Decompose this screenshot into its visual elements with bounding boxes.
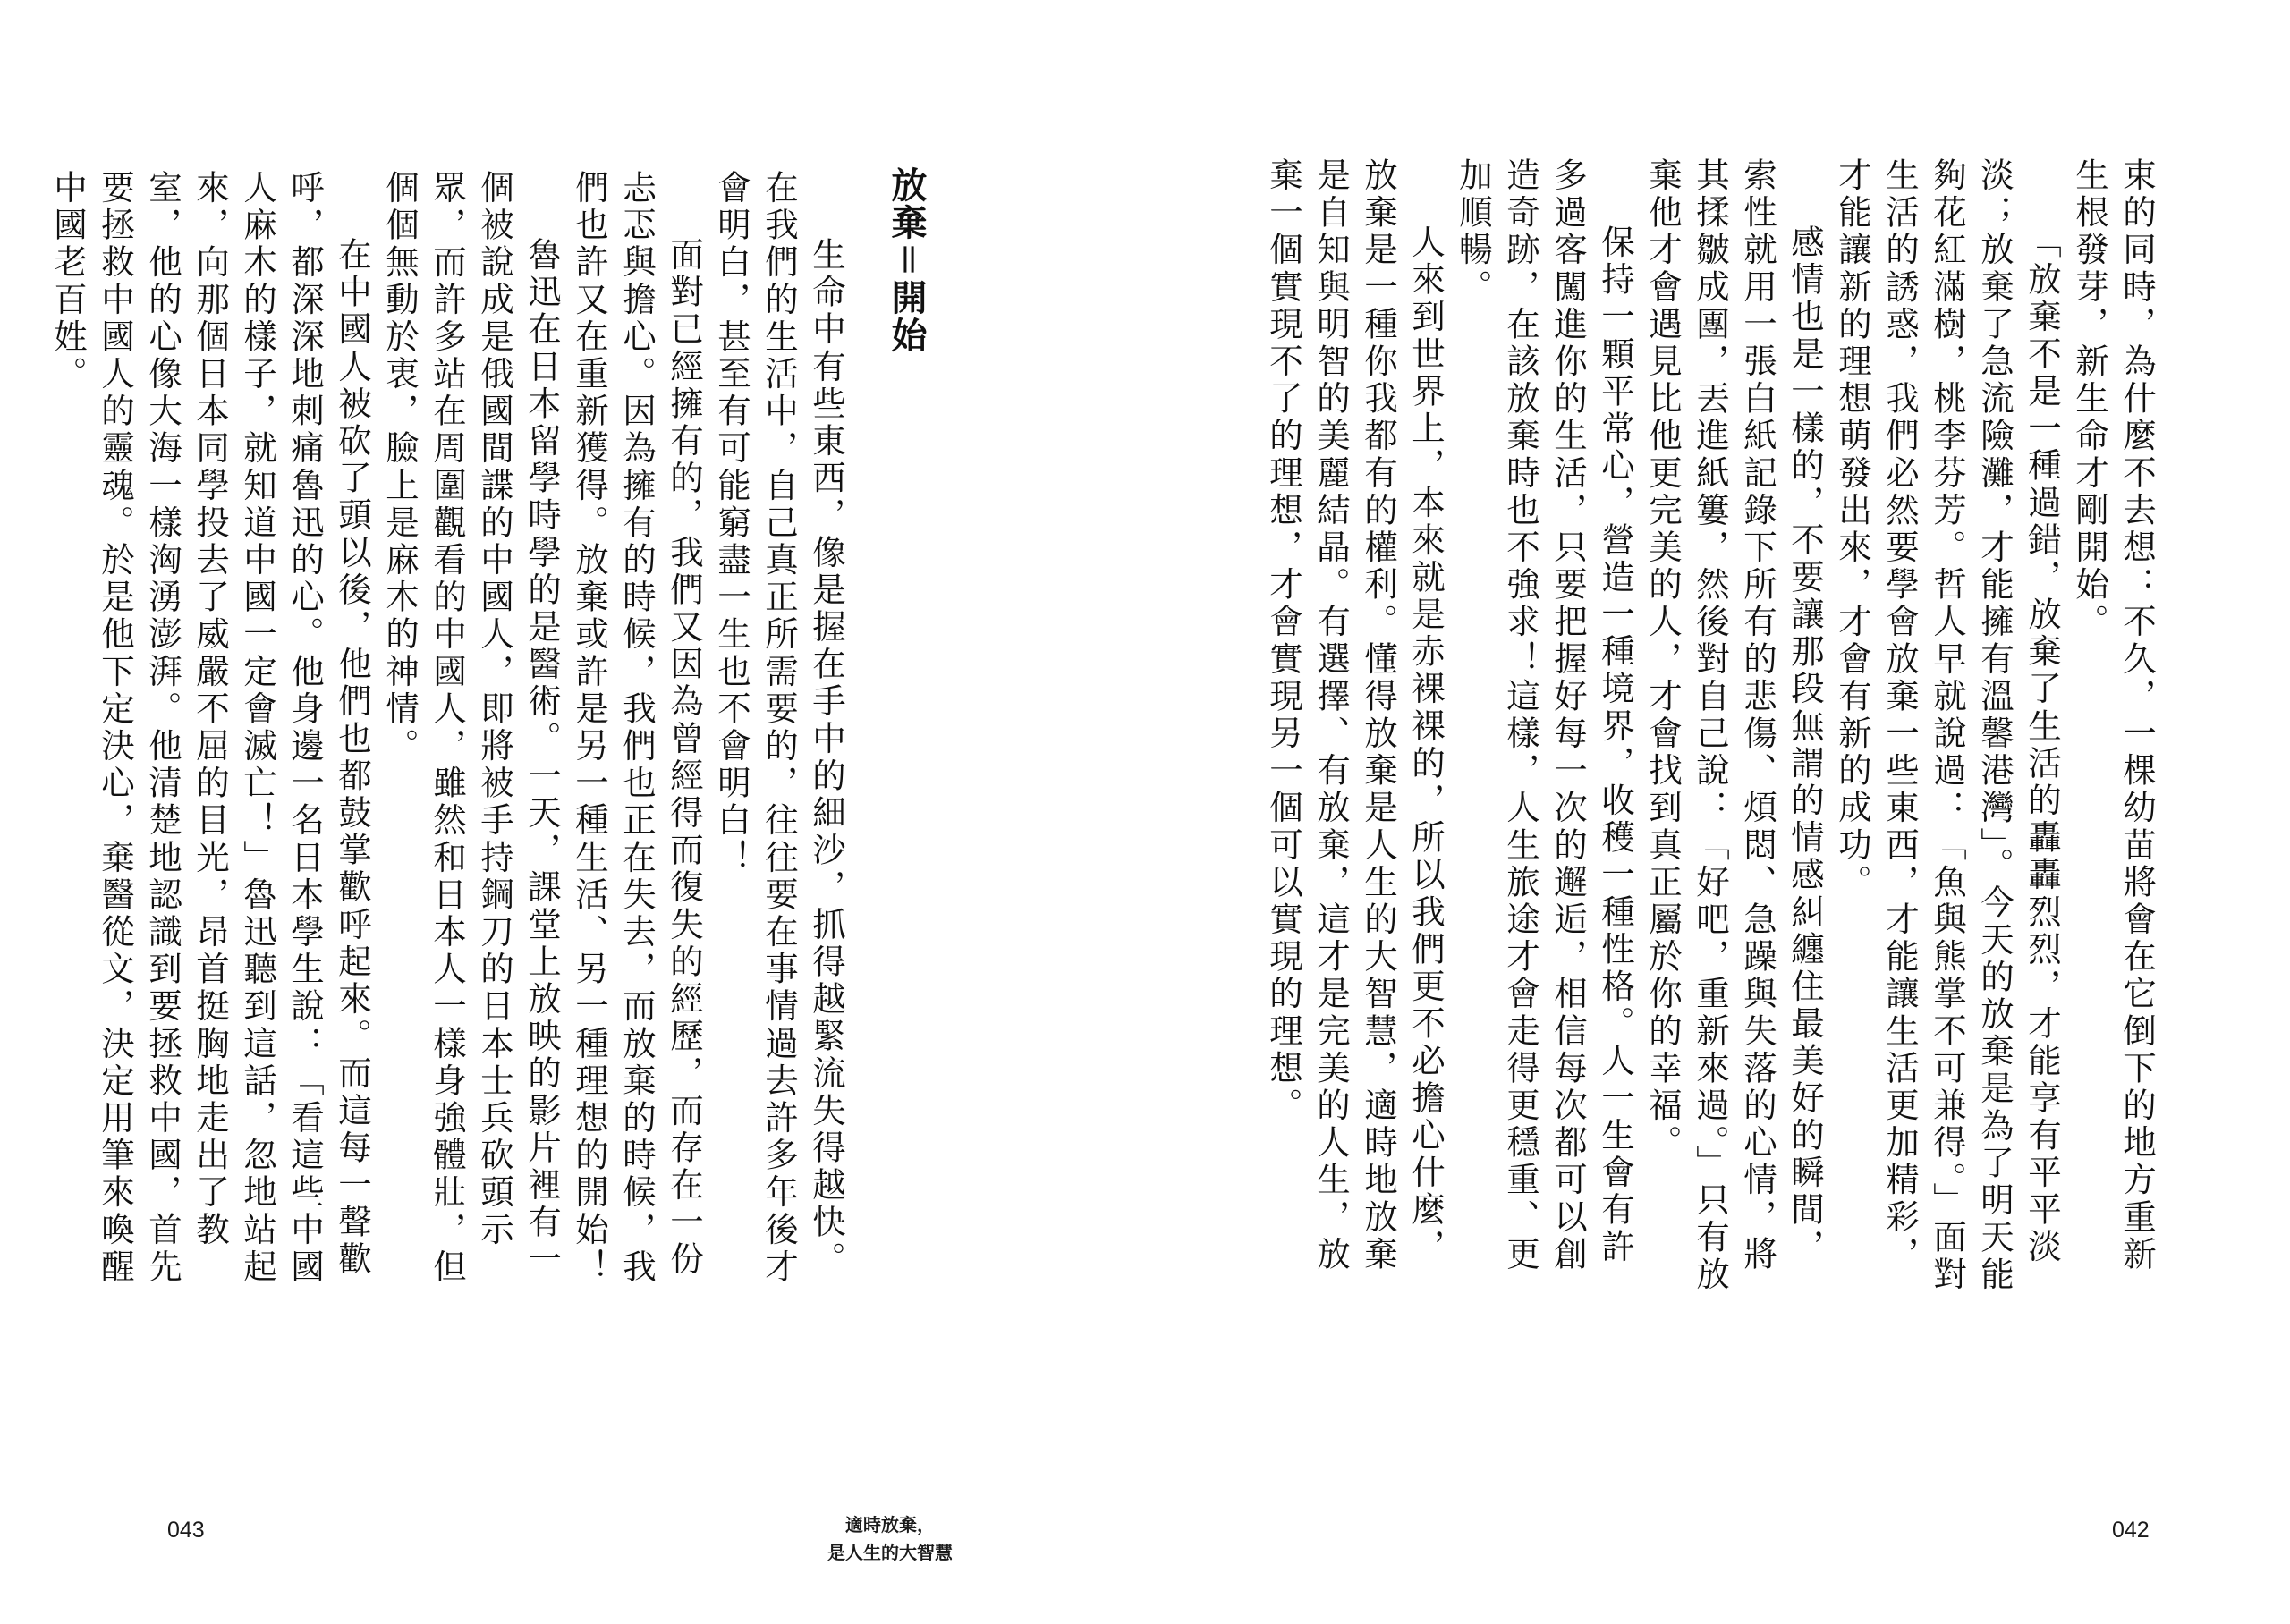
page-number-right: 042 xyxy=(2112,1518,2150,1543)
paragraph: 人來到世界上，本來就是赤裸裸的，所以我們更不必擔心什麼，放棄是一種你我都有的權利。懂得放棄是人生的大智慧，適時地放棄是自知與明智的美麗結晶。有選擇、有放棄，這才是完美的人生，放棄一個實現不了的理想，才會實現另一個可以實現的理想。 xyxy=(1264,157,1446,1273)
page-number-left: 043 xyxy=(167,1518,205,1543)
running-title-line-1: 適時放棄， xyxy=(845,1514,935,1535)
left-page-body xyxy=(48,170,850,1315)
paragraph: 感情也是一樣的，不要讓那段無謂的情感糾纏住最美好的瞬間，索性就用一張白紙記錄下所有的悲傷、煩悶、急躁與失落的心情，將其揉皺成團，丟進紙簍，然後對自己說：「好吧，重新來過。」只有放棄他才會遇見比他更完美的人，才會找到真正屬於你的幸福。 xyxy=(1643,157,1825,1294)
running-title-line-2: 是人生的大智慧 xyxy=(827,1542,953,1563)
paragraph: 「放棄不是一種過錯，放棄了生活的轟轟烈烈，才能享有平平淡淡；放棄了急流險灘，才能擁有溫馨港灣」。今天的放棄是為了明天能夠花紅滿樹，桃李芬芳。哲人早就說過：「魚與熊掌不可兼得。」面對生活的誘惑，我們必然要學會放棄一些東西，才能讓生活更加精彩，才能讓新的理想萌發出來，才會有新的成功。 xyxy=(1833,157,2062,1294)
section-title: 放棄＝開始 xyxy=(886,166,927,354)
paragraph: 在中國人被砍了頭以後，他們也都鼓掌歡呼起來。而這每一聲歡呼，都深深地刺痛魯迅的心。他身邊一名日本學生說：「看這些中國人麻木的樣子，就知道中國一定會滅亡！」魯迅聽到這話，忽地站起來，向那個日本同學投去了威嚴不屈的目光，昂首挺胸地走出了教室，他的心像大海一樣洶湧澎湃。他清楚地認識到要拯救中國，首先要拯救中國人的靈魂。於是他下定決心，棄醫從文，決定用筆來喚醒中國老百姓。 xyxy=(48,170,372,1286)
right-page-body xyxy=(1264,157,2160,1302)
paragraph: 魯迅在日本留學時學的是醫術。一天，課堂上放映的影片裡有一個被說成是俄國間諜的中國人，即將被手持鋼刀的日本士兵砍頭示眾，而許多站在周圍觀看的中國人，雖然和日本人一樣身強體壯，但個個無動於衷，臉上是麻木的神情。 xyxy=(380,170,562,1286)
paragraph: 面對已經擁有的，我們又因為曾經得而復失的經歷，而存在一份忐忑與擔心。因為擁有的時候，我們也正在失去，而放棄的時候，我們也許又在重新獲得。放棄或許是另一種生活、另一種理想的開始！ xyxy=(570,170,704,1286)
running-title xyxy=(756,1511,1024,1567)
paragraph: 保持一顆平常心，營造一種境界，收穫一種性格。人一生會有許多過客闖進你的生活，只要把握好每一次的邂逅，相信每次都可以創造奇跡，在該放棄時也不強求！這樣，人生旅途才會走得更穩重、更加順暢。 xyxy=(1454,157,1635,1273)
paragraph: 束的同時，為什麼不去想：不久，一棵幼苗將會在它倒下的地方重新生根發芽，新生命才剛開始。 xyxy=(2070,157,2157,1273)
paragraph: 生命中有些東西，像是握在手中的細沙，抓得越緊流失得越快。在我們的生活中，自己真正所需要的，往往要在事情過去許多年後才會明白，甚至有可能窮盡一生也不會明白！ xyxy=(712,170,846,1286)
